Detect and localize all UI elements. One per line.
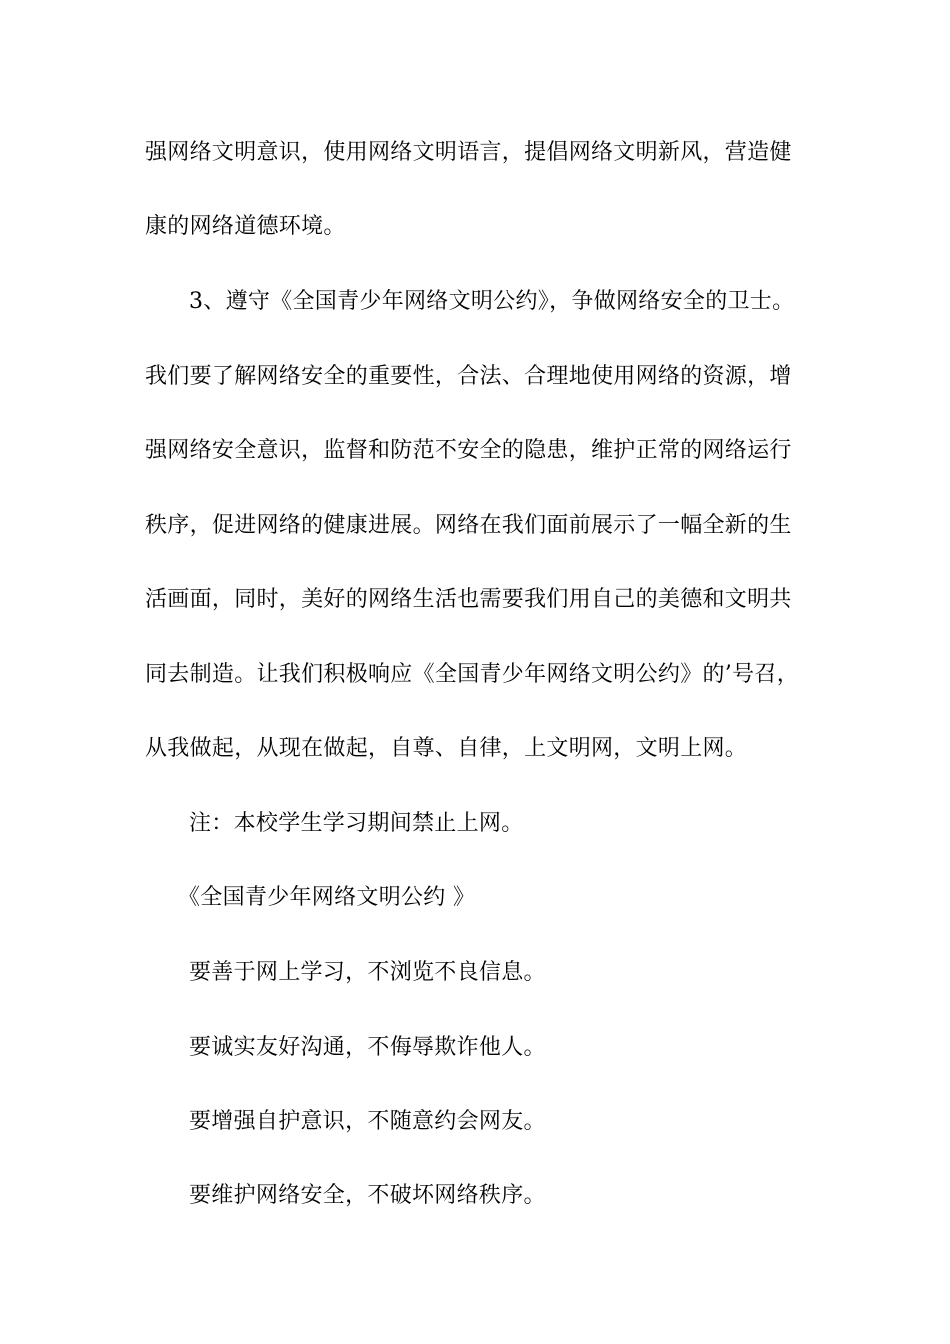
section-heading-line: 3、遵守《全国青少年网络文明公约》，争做网络安全的卫士。 bbox=[189, 289, 795, 314]
paragraph-line: 秩序，促进网络的健康进展。网络在我们面前展示了一幅全新的生 bbox=[145, 513, 792, 538]
paragraph-line: 我们要了解网络安全的重要性，合法、合理地使用网络的资源，增 bbox=[145, 364, 792, 389]
paragraph-line: 强网络文明意识，使用网络文明语言，提倡网络文明新风，营造健 bbox=[145, 140, 792, 165]
paragraph-line: 活画面，同时，美好的网络生活也需要我们用自己的美德和文明共 bbox=[145, 587, 792, 612]
convention-title: 《全国青少年网络文明公约 》 bbox=[178, 885, 476, 910]
convention-item: 要维护网络安全，不破坏网络秩序。 bbox=[189, 1183, 546, 1208]
paragraph-line: 康的网络道德环境。 bbox=[145, 214, 346, 239]
paragraph-line: 强网络安全意识，监督和防范不安全的隐患，维护正常的网络运行 bbox=[145, 438, 792, 463]
paragraph-line: 同去制造。让我们积极响应《全国青少年网络文明公约》的’号召， bbox=[145, 662, 799, 687]
convention-item: 要善于网上学习，不浏览不良信息。 bbox=[189, 960, 546, 985]
paragraph-line: 从我做起，从现在做起，自尊、自律，上文明网，文明上网。 bbox=[145, 736, 748, 761]
convention-item: 要诚实友好沟通，不侮辱欺诈他人。 bbox=[189, 1035, 546, 1060]
convention-item: 要增强自护意识，不随意约会网友。 bbox=[189, 1109, 546, 1134]
note-line: 注：本校学生学习期间禁止上网。 bbox=[189, 811, 524, 836]
